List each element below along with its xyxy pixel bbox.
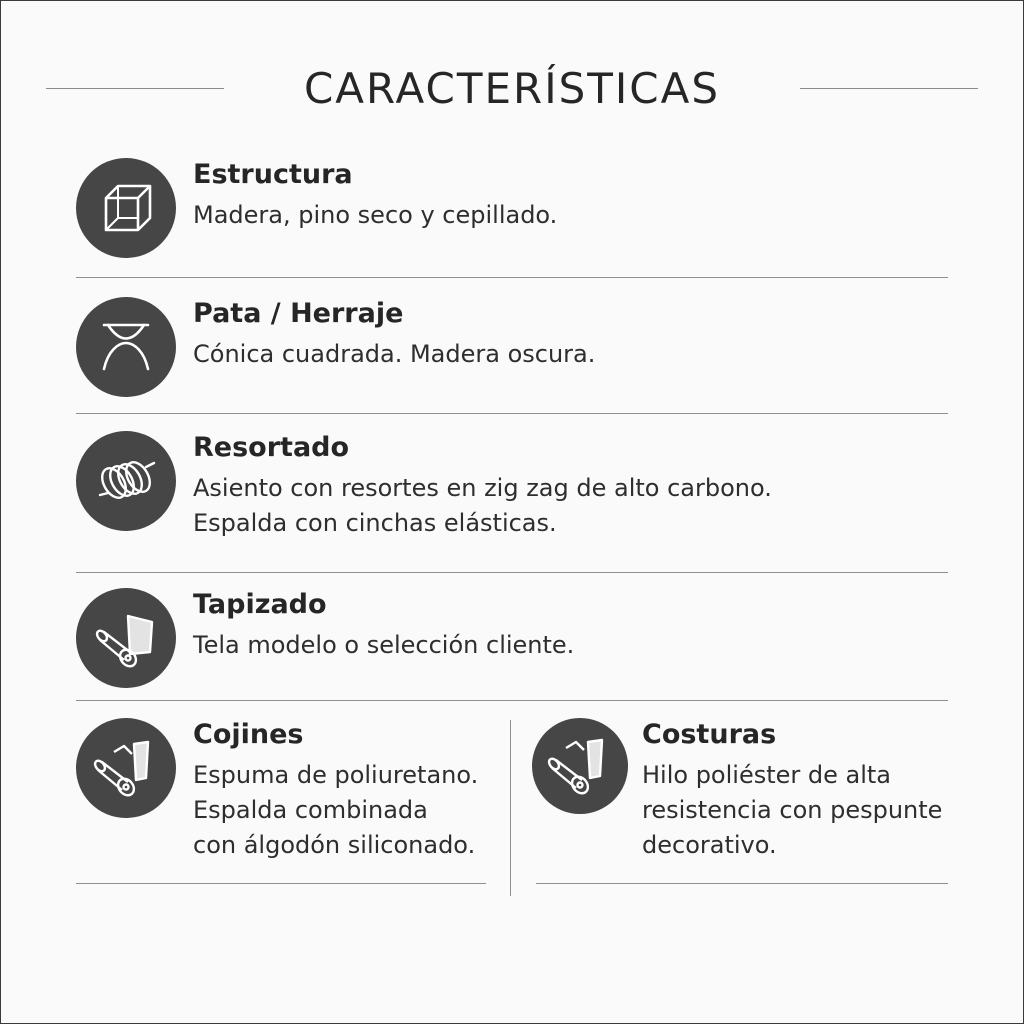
title-rule-left xyxy=(46,88,224,89)
feature-line: Espalda combinada xyxy=(193,796,428,824)
chair-leg-icon xyxy=(76,297,176,397)
feature-line: con álgodón siliconado. xyxy=(193,831,476,859)
feature-line: Madera, pino seco y cepillado. xyxy=(193,201,558,229)
feature-line: Hilo poliéster de alta xyxy=(642,761,892,789)
feature-heading: Estructura xyxy=(193,159,353,190)
feature-line: Espalda con cinchas elásticas. xyxy=(193,509,557,537)
feature-heading: Resortado xyxy=(193,432,350,463)
feature-estructura xyxy=(76,158,948,258)
feature-heading: Cojines xyxy=(193,719,304,750)
title-row xyxy=(46,50,978,126)
feature-pata-herraje xyxy=(76,297,948,397)
divider xyxy=(76,413,948,414)
spring-coil-icon xyxy=(76,431,176,531)
feature-costuras xyxy=(532,718,952,863)
title-rule-right xyxy=(800,88,978,89)
divider xyxy=(76,572,948,573)
divider xyxy=(76,883,486,884)
feature-line: Asiento con resortes en zig zag de alto carbono. xyxy=(193,474,772,502)
feature-tapizado xyxy=(76,588,948,688)
feature-heading: Tapizado xyxy=(193,589,327,620)
feature-line: resistencia con pespunte xyxy=(642,796,943,824)
feature-resortado xyxy=(76,431,948,541)
feature-line: Cónica cuadrada. Madera oscura. xyxy=(193,340,596,368)
thread-spool-icon xyxy=(532,718,628,814)
feature-line: decorativo. xyxy=(642,831,777,859)
divider xyxy=(76,700,948,701)
feature-heading: Costuras xyxy=(642,719,777,750)
feature-line: Tela modelo o selección cliente. xyxy=(193,631,575,659)
fabric-roll-icon xyxy=(76,588,176,688)
cube-icon xyxy=(76,158,176,258)
feature-cojines xyxy=(76,718,496,863)
column-divider xyxy=(510,720,511,896)
cushion-roll-icon xyxy=(76,718,176,818)
feature-line: Espuma de poliuretano. xyxy=(193,761,479,789)
divider xyxy=(76,277,948,278)
page-title: CARACTERÍSTICAS xyxy=(303,63,721,113)
divider xyxy=(536,883,948,884)
feature-heading: Pata / Herraje xyxy=(193,298,404,329)
